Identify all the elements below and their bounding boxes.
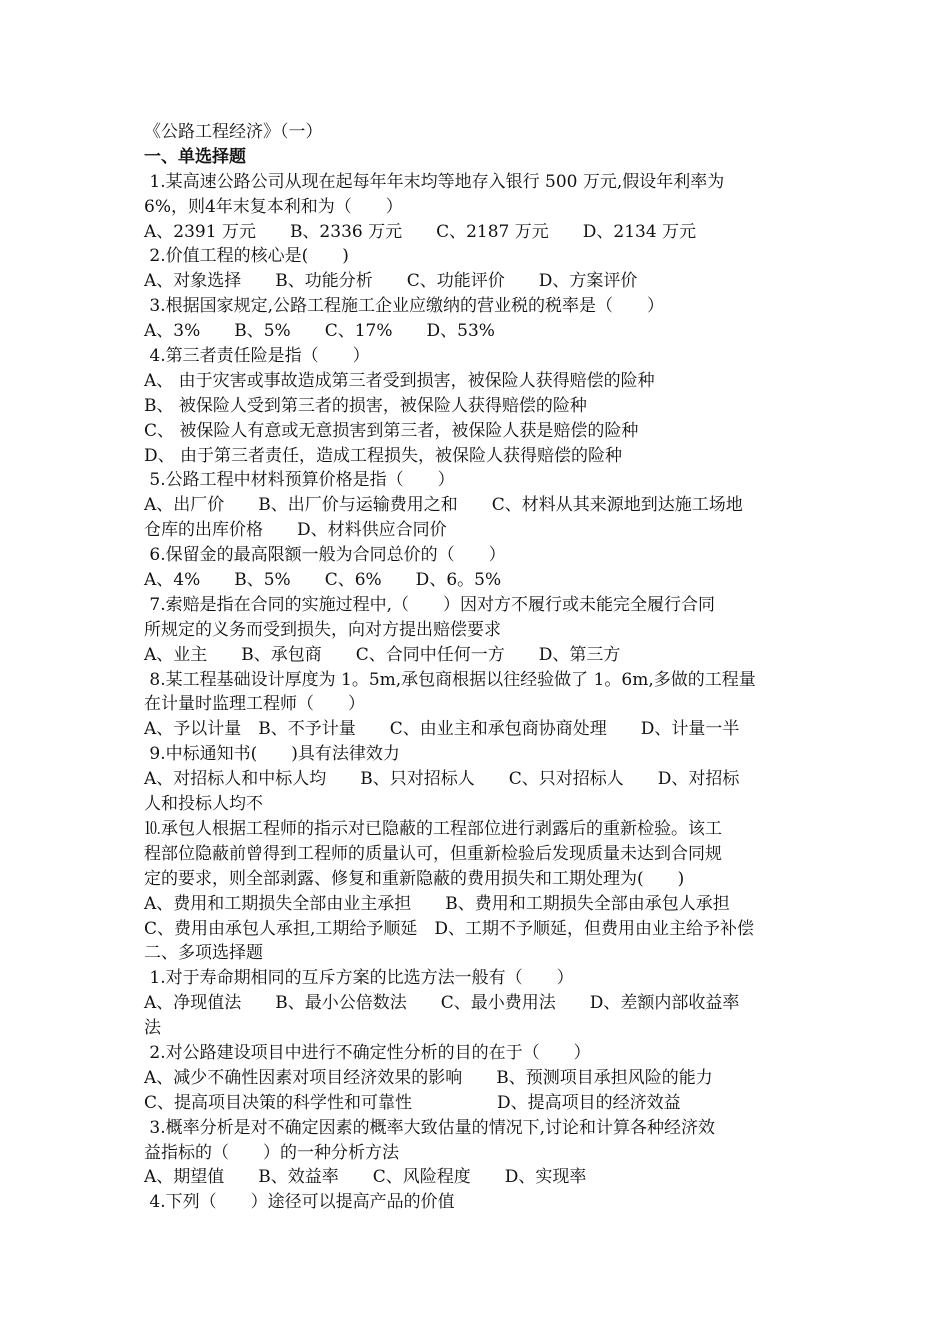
text-line: 程部位隐蔽前曾得到工程师的质量认可，但重新检验后发现质量未达到合同规 [144, 843, 722, 864]
text-line: 仓库的出库价格 D、材料供应合同价 [144, 520, 447, 541]
text-line: 2.对公路建设项目中进行不确定性分析的目的在于（ ） [144, 1042, 591, 1063]
text-line: 二、多项选择题 [144, 943, 263, 964]
text-line: 益指标的（ ）的一种分析方法 [144, 1142, 399, 1163]
text-line: A、2391 万元 B、2336 万元 C、2187 万元 D、2134 万元 [144, 221, 697, 242]
text-line: 5.公路工程中材料预算价格是指（ ） [144, 470, 455, 491]
text-line: A、期望值 B、效益率 C、风险程度 D、实现率 [144, 1167, 587, 1188]
text-line: D、 由于第三者责任，造成工程损失，被保险人获得赔偿的险种 [144, 445, 623, 466]
text-line: 定的要求，则全部剥露、修复和重新隐蔽的费用损失和工期处理为( ) [144, 868, 685, 889]
text-line: B、 被保险人受到第三者的损害，被保险人获得赔偿的险种 [144, 395, 587, 416]
text-line: 所规定的义务而受到损失，向对方提出赔偿要求 [144, 619, 501, 640]
text-line: 在计量时监理工程师（ ） [144, 694, 365, 715]
document-title: 《公路工程经济》（一） [144, 122, 323, 142]
section-heading: 一、单选择题 [144, 146, 246, 167]
text-line: A、 由于灾害或事故造成第三者受到损害，被保险人获得赔偿的险种 [144, 370, 655, 391]
document-page [144, 120, 816, 1215]
text-line: C、费用由承包人承担,工期给予顺延 D、工期不予顺延，但费用由业主给予补偿 [144, 918, 755, 939]
text-line: 8.某工程基础设计厚度为 1。5m,承包商根据以往经验做了 1。6m,多做的工程量 [144, 669, 756, 690]
text-line: A、业主 B、承包商 C、合同中任何一方 D、第三方 [144, 644, 621, 665]
text-line: 1.对于寿命期相同的互斥方案的比选方法一般有（ ） [144, 968, 574, 989]
text-line: A、3% B、5% C、17% D、53% [144, 321, 495, 342]
text-line: 法 [144, 1018, 161, 1039]
text-line: A、净现值法 B、最小公倍数法 C、最小费用法 D、差额内部收益率 [144, 993, 740, 1014]
text-line: A、予以计量 B、不予计量 C、由业主和承包商协商处理 D、计量一半 [144, 719, 740, 740]
text-line: 6.保留金的最高限额一般为合同总价的（ ） [144, 545, 506, 566]
text-line: ⒑承包人根据工程师的指示对已隐蔽的工程部位进行剥露后的重新检验。该工 [144, 818, 722, 839]
text-line: A、4% B、5% C、6% D、6。5% [144, 570, 502, 591]
text-line: 2.价值工程的核心是( ) [144, 246, 349, 267]
text-line: A、对招标人和中标人均 B、只对招标人 C、只对招标人 D、对招标 [144, 769, 740, 790]
text-line: 9.中标通知书( )具有法律效力 [144, 744, 400, 765]
document-body [144, 145, 816, 1215]
text-line: A、出厂价 B、出厂价与运输费用之和 C、材料从其来源地到达施工场地 [144, 495, 743, 516]
text-line: A、对象选择 B、功能分析 C、功能评价 D、方案评价 [144, 271, 638, 292]
text-line: A、减少不确性因素对项目经济效果的影响 B、预测项目承担风险的能力 [144, 1067, 713, 1088]
text-line: A、费用和工期损失全部由业主承担 B、费用和工期损失全部由承包人承担 [144, 893, 730, 914]
text-line: 6%，则4年末复本利和为（ ） [144, 196, 403, 217]
text-line: 3.根据国家规定,公路工程施工企业应缴纳的营业税的税率是（ ） [144, 296, 665, 317]
text-line: C、提高项目决策的科学性和可靠性 D、提高项目的经济效益 [144, 1092, 681, 1113]
text-line: 1.某高速公路公司从现在起每年年末均等地存入银行 500 万元,假设年利率为 [144, 171, 725, 192]
text-line: C、 被保险人有意或无意损害到第三者，被保险人获是赔偿的险种 [144, 420, 639, 441]
text-line: 7.索赔是指在合同的实施过程中,（ ）因对方不履行或未能完全履行合同 [144, 594, 716, 615]
text-line: 4.下列（ ）途径可以提高产品的价值 [144, 1192, 455, 1213]
text-line: 4.第三者责任险是指（ ） [144, 346, 370, 367]
text-line: 3.概率分析是对不确定因素的概率大致估量的情况下,讨论和计算各种经济效 [144, 1117, 716, 1138]
text-line: 人和投标人均不 [144, 794, 263, 815]
